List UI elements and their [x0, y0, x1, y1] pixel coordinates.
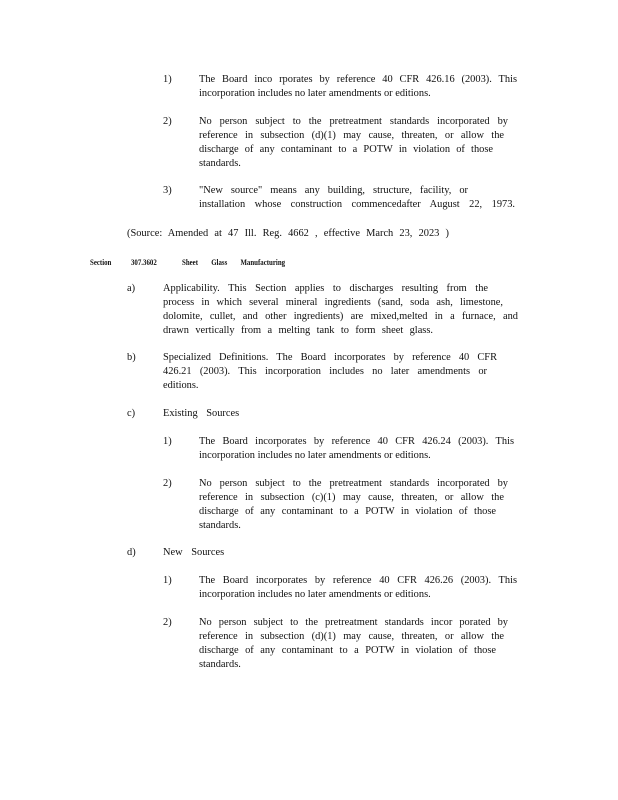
source-note: (Source: Amended at 47 Ill. Reg. 4662 , effective March 23, 2023 )	[127, 228, 449, 239]
paragraph-line: Specialized Definitions. The Board incorporates by reference 40 CFR	[163, 352, 497, 363]
paragraph-line: 426.21 (2003). This incorporation includes no later amendments or	[163, 366, 487, 377]
paragraph-line: discharge of any contaminant to a POTW in violation of those	[199, 144, 493, 155]
item-label: 2)	[163, 116, 172, 127]
paragraph-line: incorporation includes no later amendments or editions.	[199, 589, 431, 600]
section-word: Section	[90, 258, 112, 267]
paragraph-line: discharge of any contaminant to a POTW in violation of those	[199, 645, 496, 656]
paragraph-line: drawn vertically from a melting tank to form sheet glass.	[163, 325, 433, 336]
paragraph-line: dolomite, cullet, and other ingredients) are mixed,melted in a furnace, and	[163, 311, 518, 322]
section-title: Sheet Glass Manufacturing	[182, 258, 286, 267]
paragraph-line: process in which several mineral ingredients (sand, soda ash, limestone,	[163, 297, 503, 308]
paragraph-line: Applicability. This Section applies to discharges resulting from the	[163, 283, 488, 294]
subsection-label: d)	[127, 547, 136, 558]
paragraph-line: reference in subsection (d)(1) may cause, threaten, or allow the	[199, 130, 504, 141]
item-label: 2)	[163, 617, 172, 628]
subsection-heading: New Sources	[163, 547, 225, 558]
paragraph-line: The Board incorporates by reference 40 CFR 426.26 (2003). This	[199, 575, 517, 586]
paragraph-line: No person subject to the pretreatment standards incor porated by	[199, 617, 508, 628]
item-label: 1)	[163, 436, 172, 447]
paragraph-line: editions.	[163, 380, 199, 391]
paragraph-line: reference in subsection (c)(1) may cause, threaten, or allow the	[199, 492, 504, 503]
subsection-label: a)	[127, 283, 136, 294]
paragraph-line: installation whose construction commencedafter August 22, 1973.	[199, 199, 515, 210]
section-number: 307.3602	[131, 258, 157, 267]
item-label: 1)	[163, 74, 172, 85]
paragraph-line: "New source" means any building, structure, facility, or	[199, 185, 468, 196]
subsection-heading: Existing Sources	[163, 408, 240, 419]
paragraph-line: No person subject to the pretreatment standards incorporated by	[199, 478, 508, 489]
paragraph-line: The Board inco rporates by reference 40 CFR 426.16 (2003). This	[199, 74, 517, 85]
subsection-label: c)	[127, 408, 136, 419]
paragraph-line: reference in subsection (d)(1) may cause, threaten, or allow the	[199, 631, 504, 642]
paragraph-line: standards.	[199, 659, 241, 670]
item-label: 3)	[163, 185, 172, 196]
paragraph-line: incorporation includes no later amendments or editions.	[199, 88, 431, 99]
paragraph-line: standards.	[199, 520, 241, 531]
paragraph-line: The Board incorporates by reference 40 CFR 426.24 (2003). This	[199, 436, 514, 447]
paragraph-line: No person subject to the pretreatment standards incorporated by	[199, 116, 508, 127]
subsection-label: b)	[127, 352, 136, 363]
item-label: 2)	[163, 478, 172, 489]
paragraph-line: discharge of any contaminant to a POTW in violation of those	[199, 506, 496, 517]
paragraph-line: standards.	[199, 158, 241, 169]
paragraph-line: incorporation includes no later amendments or editions.	[199, 450, 431, 461]
item-label: 1)	[163, 575, 172, 586]
